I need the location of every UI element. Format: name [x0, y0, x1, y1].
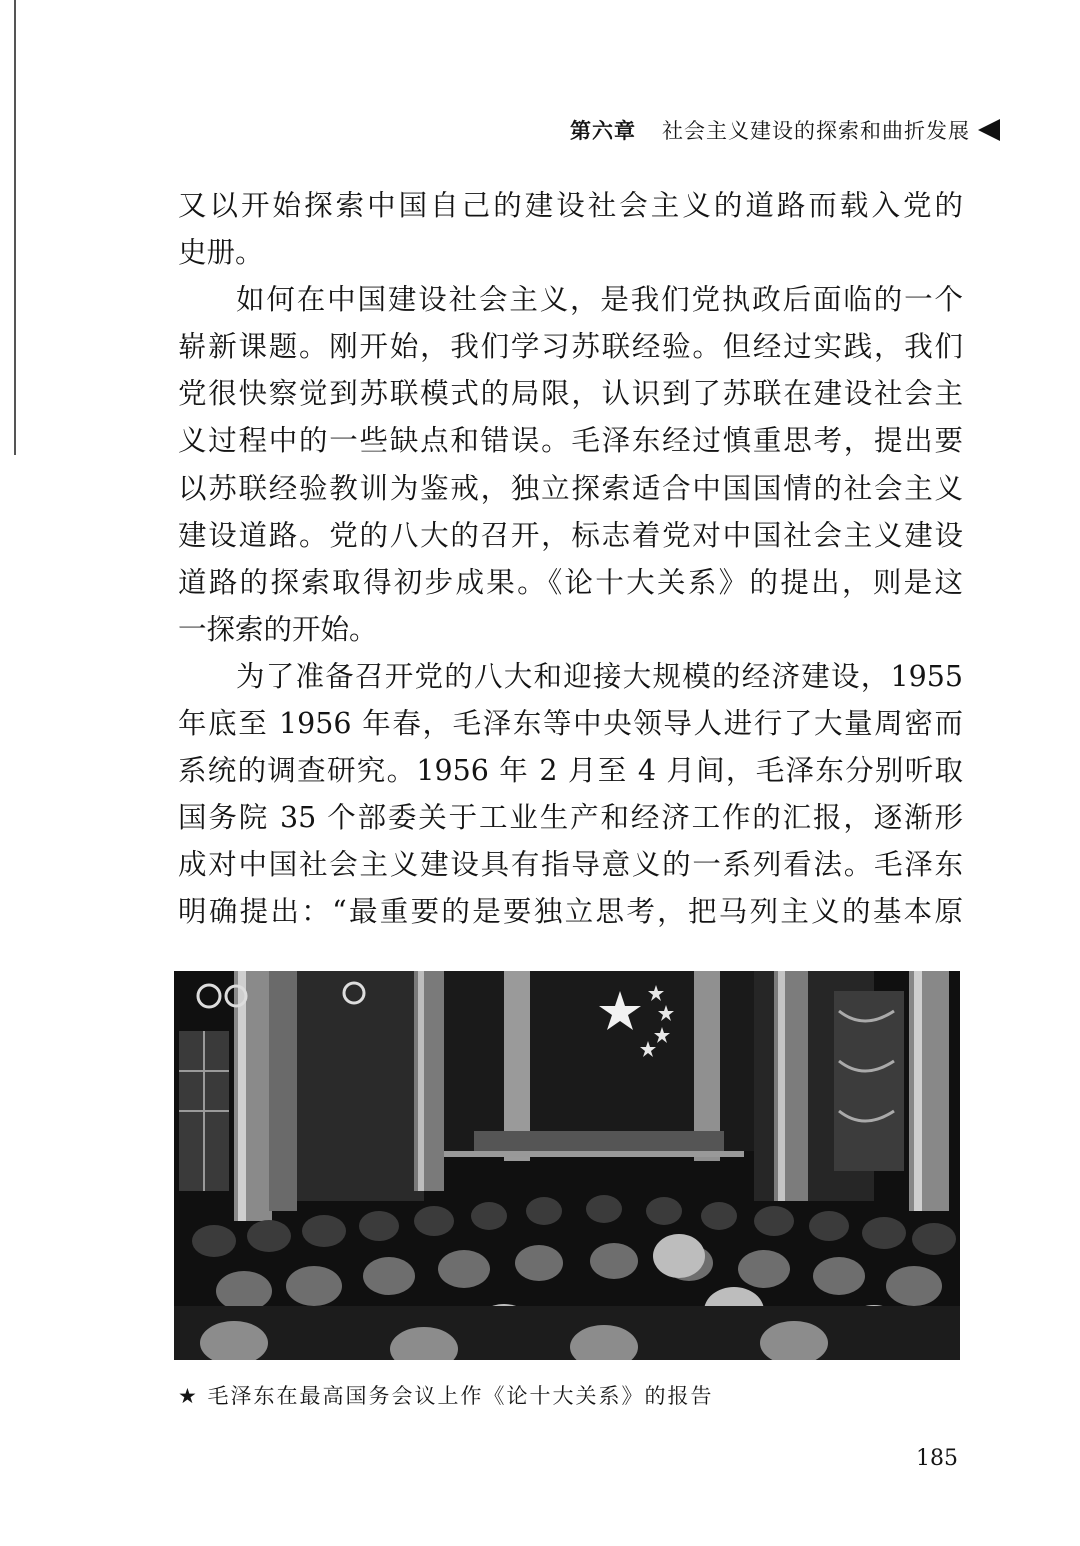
paragraph-1 [178, 182, 963, 276]
text-line: 系统的调查研究。1956 年 2 月至 4 月间，毛泽东分别听取 [178, 754, 963, 788]
running-header [480, 112, 1000, 148]
text-line: 年底至 1956 年春，毛泽东等中央领导人进行了大量周密而 [178, 707, 963, 741]
text-line: 为了准备召开党的八大和迎接大规模的经济建设，1955 [236, 659, 963, 693]
text-line: 史册。 [178, 236, 264, 270]
meeting-hall-illustration [174, 971, 960, 1360]
text-line: 崭新课题。刚开始，我们学习苏联经验。但经过实践，我们 [178, 330, 963, 364]
text-line: 一探索的开始。 [178, 612, 378, 646]
chapter-label: 第六章 [570, 119, 636, 143]
text-line: 成对中国社会主义建设具有指导意义的一系列看法。毛泽东 [178, 848, 963, 882]
text-line: 道路的探索取得初步成果。《论十大关系》的提出，则是这 [178, 565, 963, 599]
body-text [178, 182, 963, 936]
left-triangle-icon [978, 119, 1000, 141]
photo-caption: ★ 毛泽东在最高国务会议上作《论十大关系》的报告 [178, 1384, 714, 1408]
text-line: 以苏联经验教训为鉴戒，独立探索适合中国国情的社会主义 [178, 471, 963, 505]
paragraph-3 [178, 653, 963, 936]
paragraph-2 [178, 276, 963, 653]
text-line: 义过程中的一些缺点和错误。毛泽东经过慎重思考，提出要 [178, 424, 963, 458]
page-edge-line [14, 0, 16, 455]
text-line: 党很快察觉到苏联模式的局限，认识到了苏联在建设社会主 [178, 377, 963, 411]
meeting-photo [174, 971, 960, 1360]
chapter-title: 社会主义建设的探索和曲折发展 [662, 119, 970, 143]
text-line: 明确提出：“最重要的是要独立思考，把马列主义的基本原 [178, 895, 963, 929]
page-number: 185 [916, 1446, 958, 1471]
text-line: 国务院 35 个部委关于工业生产和经济工作的汇报，逐渐形 [178, 801, 963, 835]
text-line: 建设道路。党的八大的召开，标志着党对中国社会主义建设 [178, 518, 963, 552]
text-line: 又以开始探索中国自己的建设社会主义的道路而载入党的 [178, 189, 963, 222]
text-line: 如何在中国建设社会主义，是我们党执政后面临的一个 [236, 283, 963, 317]
